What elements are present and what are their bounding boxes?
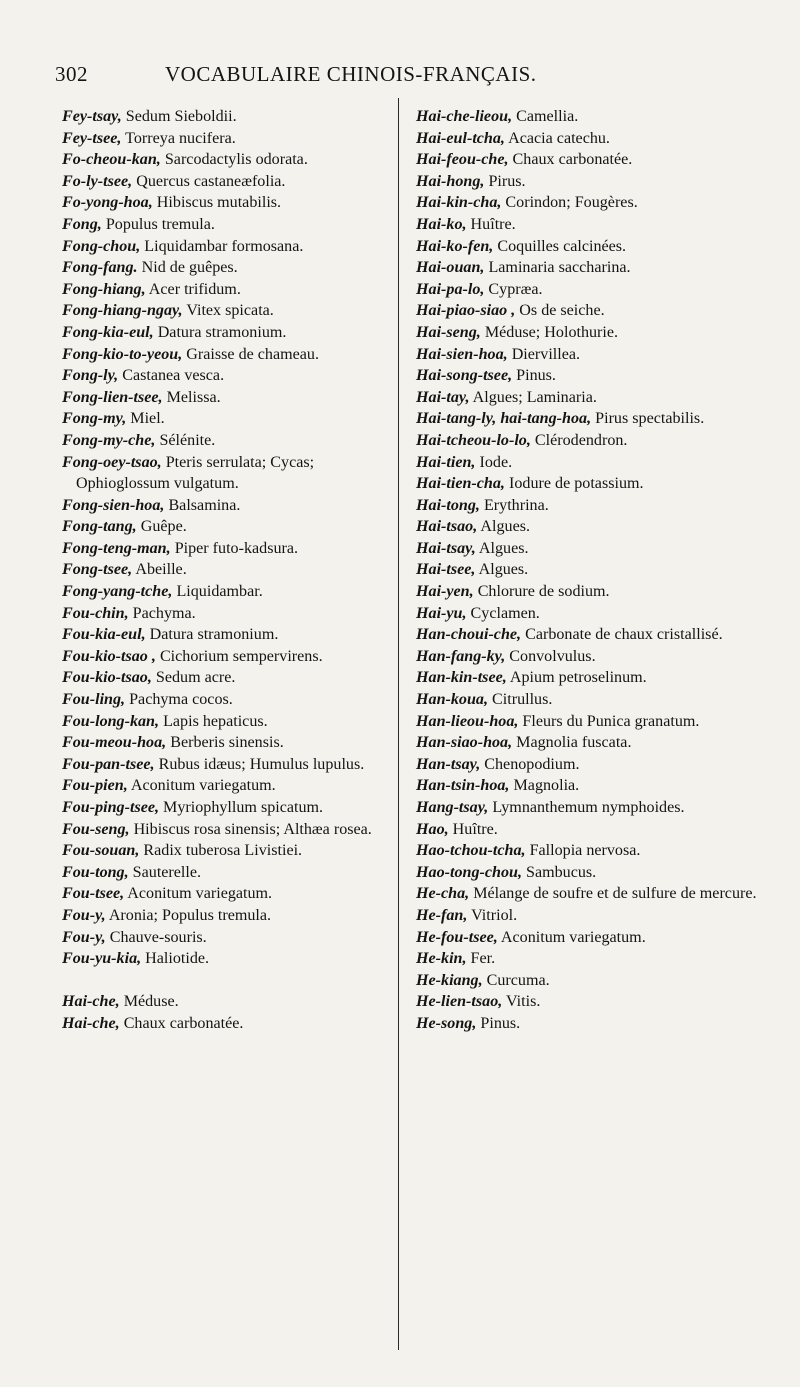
entry-term: Hai-ouan, (416, 259, 485, 277)
dictionary-entry (416, 603, 760, 625)
entry-term: Hai-tien-cha, (416, 475, 505, 493)
entry-definition: Corindon; Fougères. (505, 194, 638, 212)
entry-gap (62, 970, 384, 992)
dictionary-entry (416, 797, 760, 819)
entry-definition: Lymnanthemum nymphoides. (492, 799, 685, 816)
entry-definition: Pinus. (480, 1014, 521, 1032)
left-column (62, 106, 384, 1035)
entry-term: Hai-tay, (416, 388, 470, 406)
entry-term: Fo-cheou-kan, (62, 151, 161, 169)
entry-definition: Convolvulus. (509, 647, 596, 665)
dictionary-entry (62, 797, 384, 819)
entry-definition: Chlorure de sodium. (477, 583, 610, 601)
entry-definition: Pteris serrulata; Cycas; Ophioglossum vulgatum. (76, 453, 315, 493)
entry-term: Han-fang-ky, (416, 647, 506, 665)
dictionary-entry (62, 279, 384, 301)
entry-definition: Erythrina. (483, 496, 549, 514)
entry-term: Han-lieou-hoa, (416, 712, 519, 730)
dictionary-entry (62, 171, 384, 193)
entry-definition: Fallopia nervosa. (529, 842, 641, 860)
entry-term: Fou-ping-tsee, (62, 799, 160, 816)
entry-definition: Acacia catechu. (508, 129, 610, 147)
dictionary-entry (62, 667, 384, 689)
entry-definition: Hibiscus mutabilis. (156, 194, 282, 212)
entry-term: Fou-tong, (62, 863, 129, 881)
dictionary-entry (416, 927, 760, 949)
entry-definition: Vitex spicata. (186, 302, 274, 320)
dictionary-entry (62, 991, 384, 1013)
dictionary-entry (62, 430, 384, 452)
dictionary-entry (416, 128, 760, 150)
entry-term: Hai-ko-fen, (416, 237, 494, 255)
entry-term: Hai-tsee, (416, 561, 476, 579)
entry-term: Fong-oey-tsao, (62, 453, 162, 471)
entry-term: Hai-che, (62, 993, 120, 1011)
dictionary-entry (416, 236, 760, 258)
entry-term: Fou-pan-tsee, (62, 755, 155, 773)
entry-definition: Pachyma cocos. (129, 691, 233, 709)
entry-definition: Cyclamen. (470, 604, 540, 622)
entry-definition: Carbonate de chaux cristallisé. (525, 626, 723, 644)
entry-definition: Haliotide. (145, 950, 210, 968)
entry-term: Fong-kio-to-yeou, (62, 345, 183, 363)
dictionary-entry (62, 754, 384, 776)
entry-definition: Miel. (130, 410, 165, 428)
entry-term: Hai-ko, (416, 215, 467, 233)
entry-definition: Algues. (480, 518, 531, 536)
entry-definition: Lapis hepaticus. (163, 712, 268, 730)
entry-definition: Iodure de potassium. (509, 475, 644, 493)
entry-term: Fou-meou-hoa, (62, 734, 167, 752)
entry-definition: Magnolia. (513, 777, 580, 795)
dictionary-entry (62, 862, 384, 884)
entry-term: Hai-feou-che, (416, 151, 509, 169)
entry-definition: Castanea vesca. (122, 367, 225, 385)
dictionary-entry (416, 970, 760, 992)
dictionary-entry (62, 495, 384, 517)
entry-term: Fong-lien-tsee, (62, 388, 163, 406)
entry-term: Fong-fang. (62, 259, 138, 277)
entry-definition: Vitriol. (471, 906, 518, 924)
entry-definition: Radix tuberosa Livistiei. (143, 842, 303, 860)
entry-definition: Liquidambar. (176, 583, 263, 601)
dictionary-entry (62, 775, 384, 797)
dictionary-entry (62, 538, 384, 560)
entry-definition: Méduse. (123, 993, 179, 1011)
entry-term: Fong-chou, (62, 237, 141, 255)
column-divider (398, 98, 399, 1350)
dictionary-entry (62, 559, 384, 581)
entry-definition: Clérodendron. (534, 431, 628, 449)
entry-definition: Quercus castaneæfolia. (136, 172, 286, 190)
entry-term: Fo-ly-tsee, (62, 172, 133, 190)
entry-term: Fong-tang, (62, 518, 137, 536)
entry-definition: Apium petroselinum. (509, 669, 647, 687)
dictionary-entry (416, 171, 760, 193)
dictionary-entry (416, 279, 760, 301)
entry-definition: Abeille. (135, 561, 187, 579)
dictionary-entry (416, 408, 760, 430)
entry-definition: Sambucus. (526, 863, 597, 881)
entry-definition: Pirus. (488, 172, 526, 190)
entry-term: He-lien-tsao, (416, 993, 503, 1011)
entry-term: Fong-hiang-ngay, (62, 302, 183, 320)
entry-definition: Coquilles calcinées. (497, 237, 627, 255)
entry-term: Hai-tien, (416, 453, 476, 471)
dictionary-entry (62, 128, 384, 150)
entry-term: Han-tsay, (416, 755, 481, 773)
entry-term: Hai-song-tsee, (416, 367, 513, 385)
entry-term: Fou-chin, (62, 604, 129, 622)
entry-term: Hai-che-lieou, (416, 108, 513, 125)
dictionary-entry (416, 214, 760, 236)
entry-term: Hai-tsao, (416, 518, 478, 536)
dictionary-entry (416, 905, 760, 927)
dictionary-entry (416, 1013, 760, 1035)
entry-definition: Nid de guêpes. (141, 259, 238, 277)
entry-term: Hao-tong-chou, (416, 863, 522, 881)
entry-definition: Cypræa. (488, 280, 543, 298)
entry-term: Hai-tcheou-lo-lo, (416, 431, 531, 449)
entry-definition: Chaux carbonatée. (512, 151, 633, 169)
entry-definition: Chaux carbonatée. (123, 1014, 244, 1032)
dictionary-entry (62, 603, 384, 625)
dictionary-entry (62, 106, 384, 128)
entry-term: Fou-pien, (62, 777, 128, 795)
dictionary-entry (416, 711, 760, 733)
dictionary-entry (416, 646, 760, 668)
entry-definition: Populus tremula. (105, 215, 215, 233)
dictionary-entry (62, 387, 384, 409)
entry-term: Fou-yu-kia, (62, 950, 142, 968)
dictionary-entry (62, 646, 384, 668)
dictionary-entry (416, 559, 760, 581)
entry-term: Hai-kin-cha, (416, 194, 502, 212)
dictionary-entry (62, 581, 384, 603)
dictionary-entry (416, 754, 760, 776)
dictionary-entry (416, 322, 760, 344)
dictionary-entry (416, 689, 760, 711)
dictionary-entry (416, 667, 760, 689)
entry-term: Hai-yen, (416, 583, 474, 601)
entry-term: Fong, (62, 215, 102, 233)
entry-definition: Vitis. (506, 993, 541, 1011)
entry-term: He-kiang, (416, 971, 483, 989)
entry-term: Fou-tsee, (62, 885, 125, 903)
dictionary-entry (416, 516, 760, 538)
dictionary-entry (62, 214, 384, 236)
dictionary-entry (416, 106, 760, 128)
entry-term: Fong-my, (62, 410, 127, 428)
entry-term: Fou-kio-tsao, (62, 669, 152, 687)
entry-definition: Camellia. (516, 108, 579, 125)
entry-term: Hai-yu, (416, 604, 467, 622)
entry-term: Fou-kio-tsao , (62, 647, 156, 665)
entry-definition: Sedum acre. (155, 669, 236, 687)
entry-term: He-fou-tsee, (416, 928, 498, 946)
dictionary-entry (416, 495, 760, 517)
dictionary-entry (416, 840, 760, 862)
dictionary-entry (416, 948, 760, 970)
dictionary-entry (62, 300, 384, 322)
page-header (55, 62, 750, 94)
entry-term: Han-choui-che, (416, 626, 522, 644)
dictionary-entry (62, 192, 384, 214)
entry-definition: Chauve-souris. (109, 928, 207, 946)
dictionary-entry (416, 624, 760, 646)
entry-definition: Liquidambar formosana. (144, 237, 304, 255)
dictionary-entry (62, 905, 384, 927)
entry-definition: Fer. (470, 950, 496, 968)
dictionary-entry (62, 819, 384, 841)
entry-definition: Algues. (478, 561, 529, 579)
entry-definition: Magnolia fuscata. (516, 734, 632, 752)
entry-definition: Sedum Sieboldii. (125, 108, 237, 125)
entry-definition: Laminaria saccharina. (488, 259, 631, 277)
dictionary-entry (62, 236, 384, 258)
entry-term: Fong-sien-hoa, (62, 496, 165, 514)
dictionary-entry (62, 408, 384, 430)
entry-term: Fou-ling, (62, 691, 126, 709)
entry-definition: Pirus spectabilis. (595, 410, 705, 428)
entry-term: Han-tsin-hoa, (416, 777, 510, 795)
entry-definition: Algues; Laminaria. (472, 388, 597, 406)
entry-term: Hai-sien-hoa, (416, 345, 508, 363)
entry-term: Hai-piao-siao , (416, 302, 516, 320)
dictionary-entry (62, 840, 384, 862)
entry-term: He-fan, (416, 906, 468, 924)
entry-term: He-cha, (416, 885, 470, 903)
entry-term: Hai-tang-ly, hai-tang-hoa, (416, 410, 592, 428)
dictionary-entry (416, 538, 760, 560)
entry-definition: Pachyma. (132, 604, 196, 622)
entry-term: Hao, (416, 820, 449, 838)
entry-term: Fong-teng-man, (62, 539, 171, 557)
entry-definition: Sélénite. (159, 431, 216, 449)
dictionary-entry (416, 473, 760, 495)
entry-definition: Os de seiche. (519, 302, 605, 320)
entry-definition: Guêpe. (140, 518, 187, 536)
entry-definition: Aconitum variegatum. (130, 777, 276, 795)
dictionary-entry (62, 365, 384, 387)
entry-term: Fong-hiang, (62, 280, 146, 298)
entry-definition: Sauterelle. (132, 863, 202, 881)
dictionary-entry (416, 430, 760, 452)
dictionary-entry (416, 300, 760, 322)
dictionary-entry (62, 344, 384, 366)
entry-term: Fey-tsay, (62, 108, 122, 125)
entry-term: Fou-long-kan, (62, 712, 160, 730)
entry-term: Fou-y, (62, 906, 106, 924)
entry-term: Fou-seng, (62, 820, 130, 838)
entry-term: Hai-che, (62, 1014, 120, 1032)
dictionary-entry (416, 149, 760, 171)
right-column (416, 106, 760, 1035)
dictionary-entry (416, 581, 760, 603)
entry-definition: Berberis sinensis. (170, 734, 284, 752)
dictionary-entry (416, 192, 760, 214)
entry-term: Hai-tong, (416, 496, 480, 514)
dictionary-entry (62, 883, 384, 905)
entry-term: Fou-kia-eul, (62, 626, 146, 644)
entry-definition: Piper futo-kadsura. (174, 539, 299, 557)
dictionary-entry (416, 883, 760, 905)
dictionary-entry (416, 257, 760, 279)
entry-term: He-song, (416, 1014, 477, 1032)
entry-term: Hai-hong, (416, 172, 485, 190)
dictionary-entry (62, 322, 384, 344)
entry-definition: Curcuma. (486, 971, 550, 989)
dictionary-entry (62, 624, 384, 646)
dictionary-entry (62, 452, 384, 495)
running-title: VOCABULAIRE CHINOIS-FRANÇAIS. (165, 62, 537, 86)
entry-term: Fong-tsee, (62, 561, 133, 579)
dictionary-entry (62, 711, 384, 733)
dictionary-entry (62, 948, 384, 970)
dictionary-entry (416, 732, 760, 754)
entry-term: Hai-eul-tcha, (416, 129, 505, 147)
entry-definition: Mélange de soufre et de sulfure de mercure. (473, 885, 757, 903)
dictionary-entry (416, 365, 760, 387)
entry-term: Hai-pa-lo, (416, 280, 485, 298)
entry-definition: Datura stramonium. (149, 626, 279, 644)
entry-definition: Huître. (452, 820, 498, 838)
entry-definition: Sarcodactylis odorata. (164, 151, 308, 169)
entry-definition: Méduse; Holothurie. (484, 323, 619, 341)
entry-definition: Balsamina. (168, 496, 241, 514)
entry-definition: Myriophyllum spicatum. (163, 799, 324, 816)
dictionary-entry (416, 775, 760, 797)
entry-term: Fou-souan, (62, 842, 140, 860)
entry-definition: Chenopodium. (484, 755, 580, 773)
entry-term: Fou-y, (62, 928, 106, 946)
entry-definition: Diervillea. (511, 345, 581, 363)
entry-term: Fong-ly, (62, 367, 119, 385)
dictionary-entry (416, 452, 760, 474)
dictionary-entry (62, 689, 384, 711)
entry-term: Fo-yong-hoa, (62, 194, 153, 212)
dictionary-entry (416, 819, 760, 841)
entry-term: Fong-yang-tche, (62, 583, 173, 601)
entry-term: Hao-tchou-tcha, (416, 842, 526, 860)
entry-term: Hai-seng, (416, 323, 481, 341)
entry-term: Fey-tsee, (62, 129, 122, 147)
dictionary-entry (62, 732, 384, 754)
entry-definition: Algues. (478, 539, 529, 557)
entry-definition: Citrullus. (492, 691, 553, 709)
entry-definition: Torreya nucifera. (125, 129, 236, 147)
dictionary-entry (62, 1013, 384, 1035)
entry-term: Hang-tsay, (416, 799, 489, 816)
entry-definition: Cichorium sempervirens. (159, 647, 323, 665)
entry-definition: Pinus. (516, 367, 556, 385)
dictionary-entry (416, 991, 760, 1013)
entry-definition: Aconitum variegatum. (500, 928, 646, 946)
entry-definition: Huître. (470, 215, 516, 233)
entry-term: Han-siao-hoa, (416, 734, 513, 752)
entry-definition: Fleurs du Punica granatum. (522, 712, 700, 730)
dictionary-entry (62, 257, 384, 279)
entry-term: Hai-tsay, (416, 539, 476, 557)
dictionary-entry (62, 149, 384, 171)
dictionary-entry (416, 387, 760, 409)
entry-definition: Hibiscus rosa sinensis; Althæa rosea. (133, 820, 372, 838)
entry-term: Fong-my-che, (62, 431, 156, 449)
entry-term: Fong-kia-eul, (62, 323, 154, 341)
entry-term: He-kin, (416, 950, 467, 968)
dictionary-entry (62, 927, 384, 949)
entry-definition: Graisse de chameau. (186, 345, 319, 363)
dictionary-entry (416, 862, 760, 884)
entry-term: Han-koua, (416, 691, 488, 709)
entry-definition: Rubus idæus; Humulus lupulus. (158, 755, 365, 773)
entry-definition: Aconitum variegatum. (127, 885, 273, 903)
entry-term: Han-kin-tsee, (416, 669, 507, 687)
entry-definition: Melissa. (166, 388, 221, 406)
entry-definition: Aronia; Populus tremula. (108, 906, 272, 924)
entry-definition: Iode. (479, 453, 513, 471)
page-number: 302 (55, 62, 88, 86)
dictionary-entry (62, 516, 384, 538)
entry-definition: Datura stramonium. (157, 323, 287, 341)
dictionary-entry (416, 344, 760, 366)
entry-definition: Acer trifidum. (148, 280, 241, 298)
